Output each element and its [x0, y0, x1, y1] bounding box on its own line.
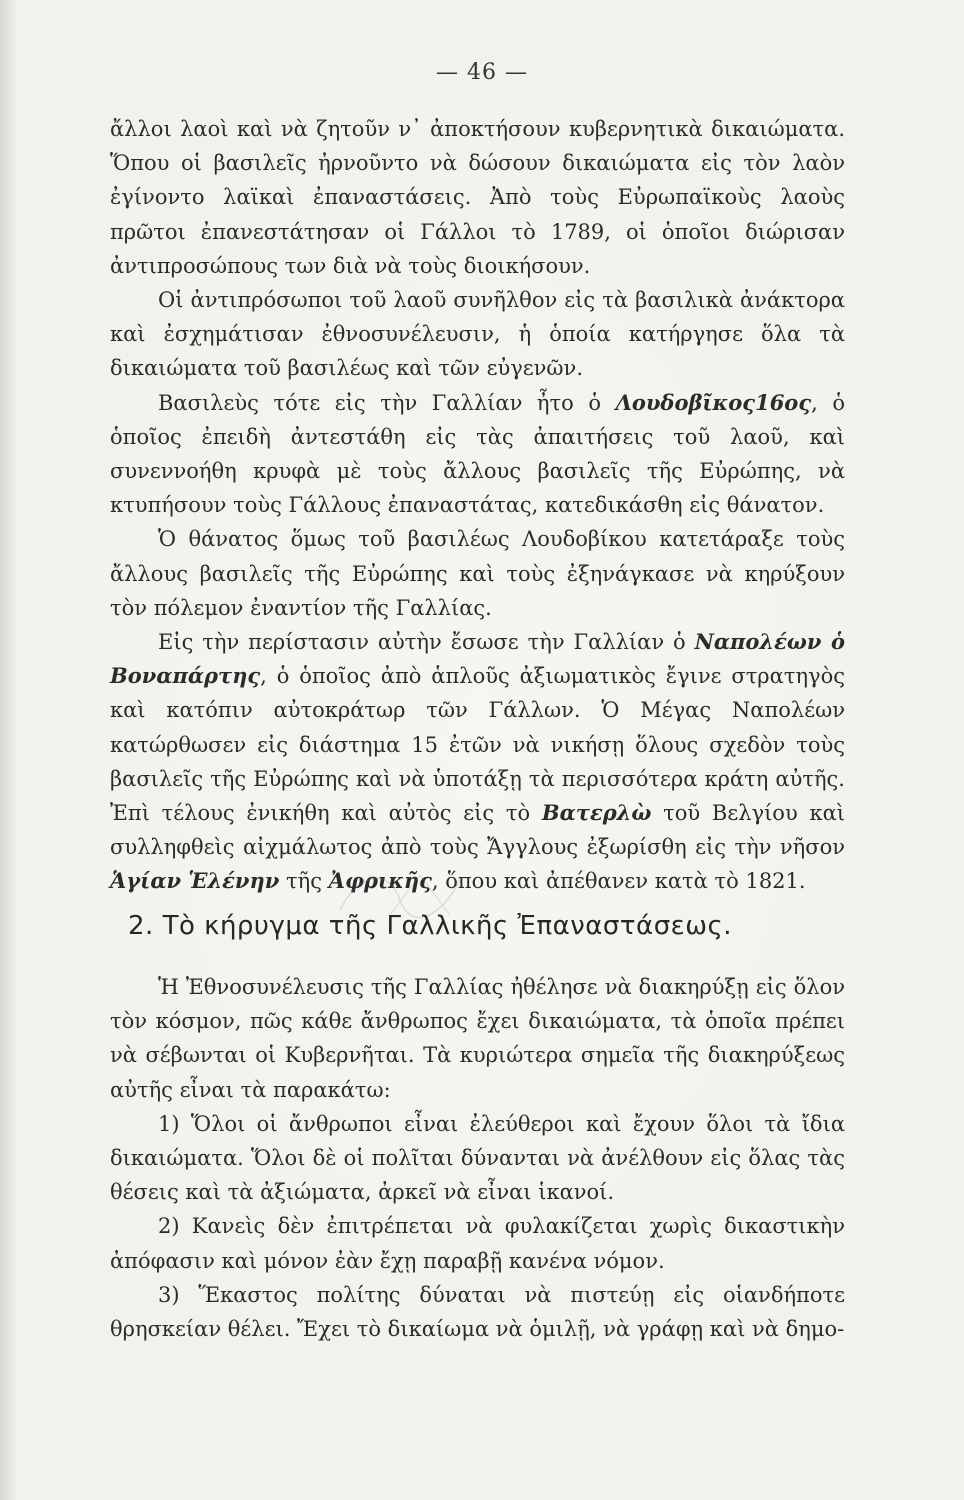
paragraph-2: Οἱ ἀντιπρόσωποι τοῦ λαοῦ συνῆλθον εἰς τὰ βασιλικὰ ἀνάκτορα καὶ ἐσχημάτισαν ἐθνοσυνέλευσιν, ἡ ὁποία κατήργησε ὅλα τὰ δικαιώματα τοῦ βασιλέως καὶ τῶν εὐγενῶν. [110, 288, 845, 381]
saint-helena-name: Ἁγίαν Ἑλένην [110, 868, 280, 894]
paragraph-5 [110, 625, 845, 899]
paragraph-5-part-e: , ὅπου καὶ ἀπέθανεν κατὰ τὸ 1821. [431, 869, 806, 894]
africa-name: Ἀφρικῆς [328, 868, 432, 894]
paragraph-5-part-d: τῆς [279, 869, 329, 894]
declaration-item-2: 2) Κανεὶς δὲν ἐπιτρέπεται νὰ φυλακίζεται χωρὶς δικαστικὴν ἀπόφασιν καὶ μόνον ἐὰν ἔχῃ παραβῇ κανένα νόμον. [110, 1214, 845, 1273]
paragraph-3-part-b: , ὁ ὁποῖος ἐπειδὴ ἀντεστάθη εἰς τὰς ἀπαιτήσεις τοῦ λαοῦ, καὶ συνεννοήθη κρυφὰ μὲ τοὺς ἄλλους βασιλεῖς τῆς Εὐρώπης, νὰ κτυπήσουν τοὺς Γάλλους ἐπαναστάτας, κατεδικάσθη εἰς θάνατον. [110, 390, 846, 518]
paragraph-4: Ὁ θάνατος ὅμως τοῦ βασιλέως Λουδοβίκου κατετάραξε τοὺς ἄλλους βασιλεῖς τῆς Εὐρώπης καὶ τοὺς ἐξηνάγκασε νὰ κηρύξουν τὸν πόλεμον ἐναντίον τῆς Γαλλίας. [110, 527, 845, 620]
section-intro: Ἡ Ἐθνοσυνέλευσις τῆς Γαλλίας ἠθέλησε νὰ διακηρύξῃ εἰς ὅλον τὸν κόσμον, πῶς κάθε ἄνθρωπος ἔχει δικαιώματα, τὰ ὁποῖα πρέπει νὰ σέβωνται οἱ Κυβερνῆται. Τὰ κυριώτερα σημεῖα τῆς διακηρύξεως αὐτῆς εἶναι τὰ παρακάτω: [110, 975, 845, 1102]
paragraph-3-part-a: Βασιλεὺς τότε εἰς τὴν Γαλλίαν ἦτο ὁ [158, 390, 616, 415]
page-edge-shadow [0, 0, 18, 1500]
page-number: — 46 — [436, 60, 528, 85]
main-text-block [110, 112, 845, 899]
waterloo-name: Βατερλὼ [541, 800, 652, 826]
declaration-item-1: 1) Ὅλοι οἱ ἄνθρωποι εἶναι ἐλεύθεροι καὶ ἔχουν ὅλοι τὰ ἴδια δικαιώματα. Ὅλοι δὲ οἱ πολῖται δύνανται νὰ ἀνέλθουν εἰς ὅλας τὰς θέσεις καὶ τὰ ἀξιώματα, ἀρκεῖ νὰ εἶναι ἱκανοί. [110, 1111, 845, 1205]
paragraph-3 [110, 386, 845, 523]
paragraph-5-part-a: Εἰς τὴν περίστασιν αὐτὴν ἔσωσε τὴν Γαλλίαν ὁ [158, 630, 695, 655]
paragraph-5-part-c: τοῦ Βελγίου καὶ συλληφθεὶς αἰχμάλωτος ἀπὸ τοὺς Ἄγγλους ἐξωρίσθη εἰς τὴν νῆσον [110, 801, 845, 860]
paragraph-5-part-b: , ὁ ὁποῖος ἀπὸ ἁπλοῦς ἀξιωματικὸς ἔγινε στρατηγὸς καὶ κατόπιν αὐτοκράτωρ τῶν Γάλλων. Ὁ Μέγας Ναπολέων κατώρθωσεν εἰς διάστημα 15 ἐτῶν νὰ νικήσῃ ὅλους σχεδὸν τοὺς βασιλεῖς τῆς Εὐρώπης καὶ νὰ ὑποτάξῃ τὰ περισσότερα κράτη αὐτῆς. Ἐπὶ τέλους ἐνικήθη καὶ αὐτὸς εἰς τὸ [110, 664, 845, 826]
louis-xvi-name: Λουδοβῖκος16ος [615, 389, 812, 415]
section-heading: 2. Τὸ κήρυγμα τῆς Γαλλικῆς Ἐπαναστάσεως. [128, 911, 733, 941]
section-text-block [110, 970, 845, 1346]
paragraph-1: ἄλλοι λαοὶ καὶ νὰ ζητοῦν ν᾿ ἀποκτήσουν κυβερνητικὰ δικαιώματα. Ὅπου οἱ βασιλεῖς ἠρνοῦντο νὰ δώσουν δικαιώματα εἰς τὸν λαὸν ἐγίνοντο λαϊκαὶ ἐπαναστάσεις. Ἀπὸ τοὺς Εὐρωπαϊκοὺς λαοὺς πρῶτοι ἐπανεστάτησαν οἱ Γάλλοι τὸ 1789, οἱ ὁποῖοι διώρισαν ἀντιπροσώπους των διὰ νὰ τοὺς διοικήσουν. [110, 117, 845, 278]
napoleon-name: Ναπολέων ὁ Βοναπάρτης [110, 629, 846, 689]
declaration-item-3: 3) Ἕκαστος πολίτης δύναται νὰ πιστεύῃ εἰς οἱανδήποτε θρησκείαν θέλει. Ἔχει τὸ δικαίωμα νὰ ὁμιλῇ, νὰ γράφῃ καὶ νὰ δημο- [110, 1282, 845, 1342]
